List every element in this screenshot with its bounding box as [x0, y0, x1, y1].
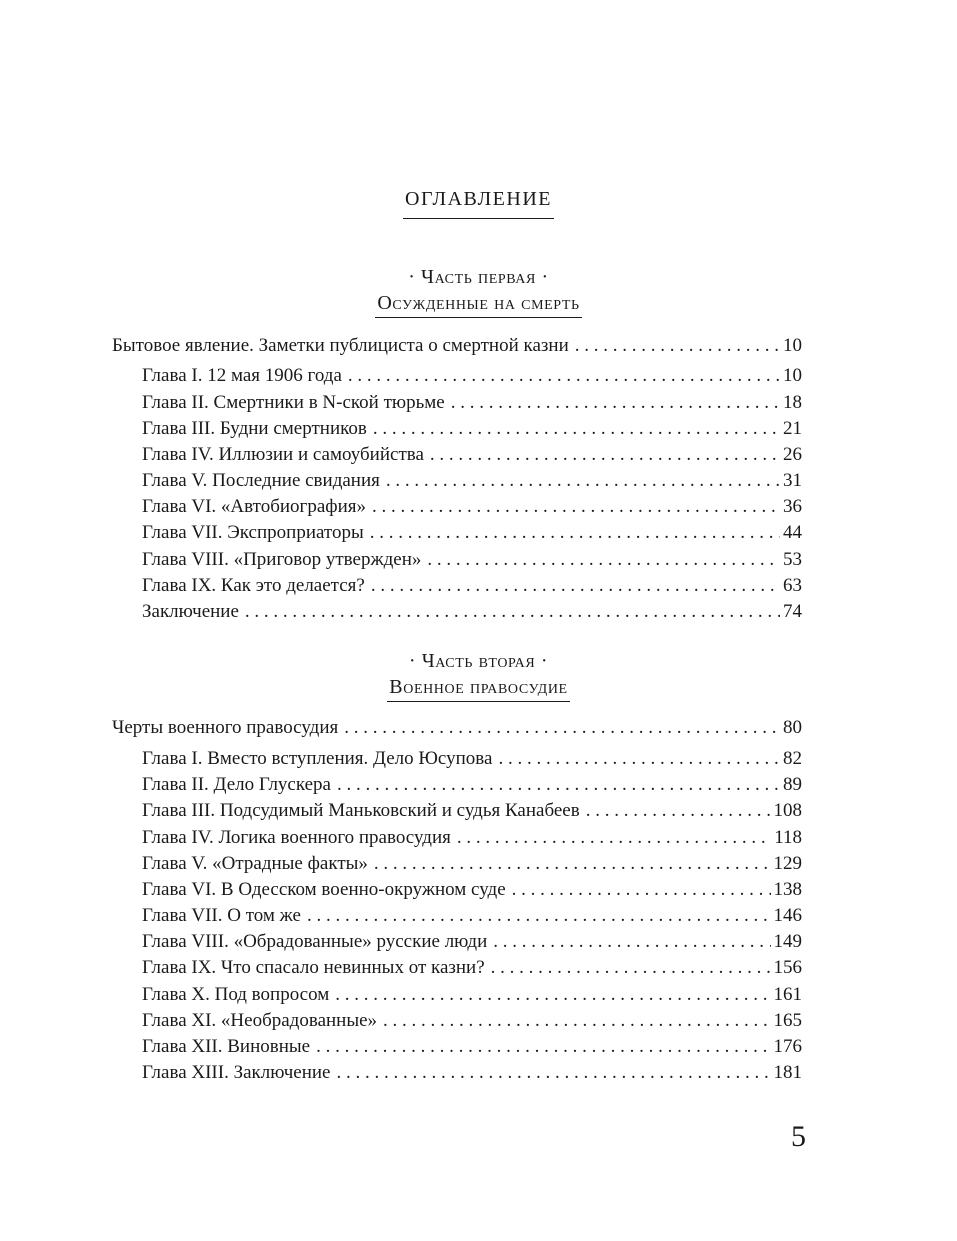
- toc-entry[interactable]: [142, 825, 802, 851]
- toc-entry[interactable]: [142, 798, 802, 824]
- toc-entry[interactable]: [142, 390, 802, 416]
- toc-page-number: 10: [783, 335, 802, 356]
- toc-page-number: 18: [783, 392, 802, 413]
- toc-entry-label: Глава XI. «Необрадованные»: [142, 1010, 378, 1031]
- toc-entry[interactable]: [142, 903, 802, 929]
- toc-page-number: 129: [773, 853, 802, 874]
- toc-entry[interactable]: [142, 363, 802, 389]
- toc-entry[interactable]: [142, 442, 802, 468]
- leader-dots: [372, 494, 780, 520]
- toc-entry-label: Глава IV. Логика военного правосудия: [142, 827, 451, 848]
- leader-dots: [370, 520, 780, 546]
- leader-dots: [575, 333, 780, 359]
- toc-page-number: 156: [773, 957, 802, 978]
- part-2-subtitle: Военное правосудие: [387, 674, 569, 702]
- toc-entry-label: Глава VI. В Одесском военно-окружном суде: [142, 879, 506, 900]
- toc-page-number: 10: [783, 365, 802, 386]
- toc-entry-label: Глава II. Дело Глускера: [142, 774, 331, 795]
- toc-page-number: 176: [773, 1036, 802, 1057]
- toc-entry-label: Глава XIII. Заключение: [142, 1062, 331, 1083]
- toc-page-number: 149: [773, 931, 802, 952]
- toc-entry[interactable]: [142, 520, 802, 546]
- toc-entry-label: Глава IX. Как это делается?: [142, 575, 365, 596]
- toc-entry-label: Глава III. Подсудимый Маньковский и судья Канабеев: [142, 800, 580, 821]
- leader-dots: [374, 851, 771, 877]
- toc-entry[interactable]: [142, 1034, 802, 1060]
- leader-dots: [316, 1034, 770, 1060]
- leader-dots: [430, 442, 780, 468]
- toc-page-number: 36: [783, 496, 802, 517]
- toc-entry-label: Глава IV. Иллюзии и самоубийства: [142, 444, 424, 465]
- part-1-subtitle: Осужденные на смерть: [375, 290, 581, 318]
- toc-page-number: 31: [783, 470, 802, 491]
- leader-dots: [335, 982, 770, 1008]
- toc-entry[interactable]: [142, 1008, 802, 1034]
- page-number: 5: [791, 1120, 806, 1153]
- toc-entry[interactable]: [142, 494, 802, 520]
- toc-entry[interactable]: [142, 468, 802, 494]
- toc-entry[interactable]: [142, 877, 802, 903]
- toc-entry-label: Глава VI. «Автобиография»: [142, 496, 366, 517]
- toc-entry-label: Глава II. Смертники в N-ской тюрьме: [142, 392, 445, 413]
- leader-dots: [245, 599, 780, 625]
- toc-entry-label: Глава VIII. «Обрадованные» русские люди: [142, 931, 488, 952]
- toc-entry[interactable]: [142, 599, 802, 625]
- leader-dots: [586, 798, 771, 824]
- leader-dots: [498, 746, 780, 772]
- toc-page-number: 89: [783, 774, 802, 795]
- toc-page-number: 80: [783, 717, 802, 738]
- toc-heading: [0, 180, 957, 219]
- toc-section-part-2[interactable]: [112, 715, 802, 741]
- toc-entry[interactable]: [142, 982, 802, 1008]
- toc-entry-label: Глава I. Вместо вступления. Дело Юсупова: [142, 748, 493, 769]
- toc-entry-label: Глава V. Последние свидания: [142, 470, 380, 491]
- toc-entry-label: Глава III. Будни смертников: [142, 418, 367, 439]
- toc-entry-label: Глава X. Под вопросом: [142, 984, 330, 1005]
- toc-entry[interactable]: [142, 929, 802, 955]
- toc-entry-label: Бытовое явление. Заметки публициста о смертной казни: [112, 335, 569, 356]
- toc-entry[interactable]: [142, 1060, 802, 1086]
- toc-page-number: 118: [774, 827, 802, 848]
- toc-page-number: 146: [773, 905, 802, 926]
- leader-dots: [307, 903, 771, 929]
- toc-page-number: 138: [773, 879, 802, 900]
- leader-dots: [427, 547, 780, 573]
- toc-page-number: 44: [783, 522, 802, 543]
- toc-entry[interactable]: [142, 416, 802, 442]
- toc-entry-label: Черты военного правосудия: [112, 717, 339, 738]
- toc-entry-label: Глава V. «Отрадные факты»: [142, 853, 368, 874]
- toc-page-number: 161: [773, 984, 802, 1005]
- leader-dots: [344, 715, 780, 741]
- toc-entry-label: Глава IX. Что спасало невинных от казни?: [142, 957, 485, 978]
- toc-page-number: 165: [773, 1010, 802, 1031]
- toc-entry-label: Глава VIII. «Приговор утвержден»: [142, 549, 422, 570]
- toc-entry-label: Глава I. 12 мая 1906 года: [142, 365, 342, 386]
- leader-dots: [348, 363, 780, 389]
- toc-page-number: 63: [783, 575, 802, 596]
- part-1-label: · Часть первая ·: [408, 266, 549, 288]
- toc-entry[interactable]: [142, 573, 802, 599]
- toc-page-number: 74: [783, 601, 802, 622]
- toc-entry[interactable]: [142, 772, 802, 798]
- leader-dots: [336, 1060, 770, 1086]
- toc-page-number: 26: [783, 444, 802, 465]
- toc-section-part-1[interactable]: [112, 333, 802, 359]
- leader-dots: [457, 825, 771, 851]
- toc-title: оглавление: [403, 180, 554, 219]
- leader-dots: [337, 772, 780, 798]
- toc-page-number: 21: [783, 418, 802, 439]
- toc-page-number: 53: [783, 549, 802, 570]
- leader-dots: [373, 416, 780, 442]
- toc-entry[interactable]: [142, 955, 802, 981]
- toc-entry[interactable]: [142, 746, 802, 772]
- leader-dots: [371, 573, 780, 599]
- part-1-header: [0, 264, 957, 318]
- leader-dots: [383, 1008, 770, 1034]
- leader-dots: [493, 929, 770, 955]
- toc-page-number: 181: [773, 1062, 802, 1083]
- leader-dots: [451, 390, 780, 416]
- toc-entry-label: Глава VII. О том же: [142, 905, 301, 926]
- toc-entry-label: Заключение: [142, 601, 239, 622]
- leader-dots: [491, 955, 771, 981]
- part-2-label: · Часть вторая ·: [408, 650, 549, 672]
- toc-page-number: 108: [773, 800, 802, 821]
- toc-entry-label: Глава XII. Виновные: [142, 1036, 311, 1057]
- leader-dots: [512, 877, 771, 903]
- toc-entry[interactable]: [142, 547, 802, 573]
- toc-entry-label: Глава VII. Экспроприаторы: [142, 522, 364, 543]
- toc-entry[interactable]: [142, 851, 802, 877]
- leader-dots: [386, 468, 780, 494]
- part-2-header: [0, 648, 957, 702]
- toc-page-number: 82: [783, 748, 802, 769]
